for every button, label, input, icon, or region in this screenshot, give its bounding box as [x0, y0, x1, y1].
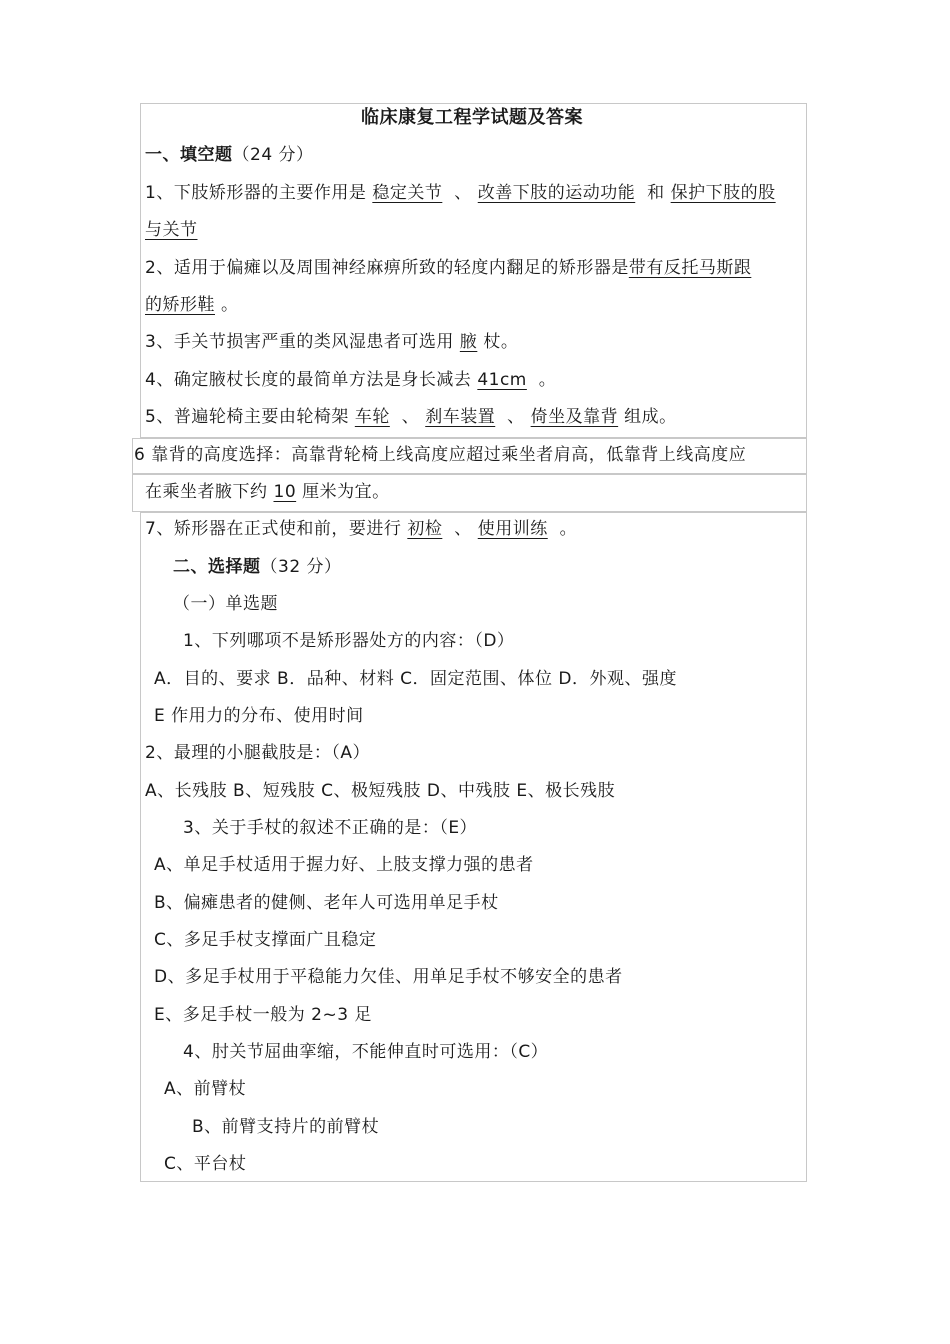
mc-question-3-option-e: E、多足手杖一般为 2~3 足 — [154, 1005, 372, 1025]
question-4 — [145, 368, 556, 392]
mc-question-2: 2、最理的小腿截肢是：（A） — [145, 743, 370, 763]
q4-answer1: 41cm — [477, 370, 527, 390]
q6-text2: 厘米为宜。 — [302, 482, 390, 502]
section2-heading — [173, 555, 342, 579]
q1-answer1: 稳定关节 — [372, 183, 443, 203]
mc-question-1-option-e: E 作用力的分布、使用时间 — [154, 706, 364, 726]
q5-text1: 5、普遍轮椅主要由轮椅架 — [145, 407, 349, 427]
mc-question-3-option-d: D、多足手杖用于平稳能力欠佳、用单足手杖不够安全的患者 — [154, 967, 623, 987]
question-2-line1 — [145, 256, 751, 280]
q6-answer1: 10 — [273, 482, 297, 502]
question-1-line2 — [145, 218, 204, 242]
q2-text2: 。 — [221, 295, 239, 315]
q5-answer2: 刹车装置 — [425, 407, 496, 427]
mc-question-4-option-b: B、前臂支持片的前臂杖 — [192, 1117, 380, 1137]
section2-subheading: （一）单选题 — [173, 594, 278, 614]
question-5 — [145, 405, 677, 429]
section1-heading-prefix: 一、填空题 — [145, 145, 233, 165]
q1-text2: 、 — [448, 183, 472, 203]
q2-answer2: 的矫形鞋 — [145, 295, 215, 315]
q1-answer4: 与关节 — [145, 220, 198, 240]
q5-text2: 、 — [395, 407, 420, 427]
q7-text2: 、 — [448, 519, 472, 539]
question-3 — [145, 330, 518, 354]
q5-answer3: 倚坐及靠背 — [530, 407, 619, 427]
q1-answer2: 改善下肢的运动功能 — [477, 183, 636, 203]
q1-text1: 1、下肢矫形器的主要作用是 — [145, 183, 367, 203]
section1-heading-score: （24 分） — [232, 145, 314, 165]
page-title: 临床康复工程学试题及答案 — [361, 107, 583, 128]
mc-question-3-option-a: A、单足手杖适用于握力好、上肢支撑力强的患者 — [154, 855, 534, 875]
q5-text3: 、 — [501, 407, 525, 427]
q3-text2: 杖。 — [483, 332, 519, 352]
question-6-line2 — [145, 480, 390, 504]
section2-heading-score: （32 分） — [260, 557, 342, 577]
mc-question-1-options: A．目的、要求 B．品种、材料 C．固定范围、体位 D．外观、强度 — [154, 669, 677, 689]
q5-text4: 组成。 — [624, 407, 677, 427]
q3-text1: 3、手关节损害严重的类风湿患者可选用 — [145, 332, 454, 352]
question-2-line2 — [145, 293, 239, 317]
mc-question-4-option-c: C、平台杖 — [164, 1154, 247, 1174]
q2-text1: 2、适用于偏瘫以及周围神经麻痹所致的轻度内翻足的矫形器是 — [145, 258, 629, 278]
section1-heading — [145, 143, 314, 167]
mc-question-1: 1、下列哪项不是矫形器处方的内容：（D） — [183, 631, 515, 651]
mc-question-3-option-c: C、多足手杖支撑面广且稳定 — [154, 930, 377, 950]
question-1-line1 — [145, 181, 776, 205]
section2-heading-prefix: 二、选择题 — [173, 557, 261, 577]
q7-text1: 7、矫形器在正式使和前，要进行 — [145, 519, 402, 539]
mc-question-4-option-a: A、前臂杖 — [164, 1079, 247, 1099]
q7-answer2: 使用训练 — [477, 519, 548, 539]
q4-text1: 4、确定腋杖长度的最简单方法是身长减去 — [145, 370, 472, 390]
question-7 — [145, 517, 577, 541]
q1-text3: 和 — [641, 183, 665, 203]
mc-question-2-options: A、长残肢 B、短残肢 C、极短残肢 D、中残肢 E、极长残肢 — [145, 781, 616, 801]
q2-answer1: 带有反托马斯跟 — [628, 258, 752, 278]
mc-question-4: 4、肘关节屈曲挛缩，不能伸直时可选用：（C） — [183, 1042, 549, 1062]
mc-question-3: 3、关于手杖的叙述不正确的是：（E） — [183, 818, 478, 838]
q6-text1: 在乘坐者腋下约 — [145, 482, 268, 502]
mc-question-3-option-b: B、偏瘫患者的健侧、老年人可选用单足手杖 — [154, 893, 499, 913]
q7-text3: 。 — [553, 519, 578, 539]
q5-answer1: 车轮 — [354, 407, 390, 427]
q1-answer3: 保护下肢的股 — [670, 183, 776, 203]
q4-text2: 。 — [532, 370, 557, 390]
q3-answer1: 腋 — [459, 332, 478, 352]
q7-answer1: 初检 — [407, 519, 443, 539]
question-6-line1: 6 靠背的高度选择：高靠背轮椅上线高度应超过乘坐者肩高，低靠背上线高度应 — [134, 445, 747, 465]
